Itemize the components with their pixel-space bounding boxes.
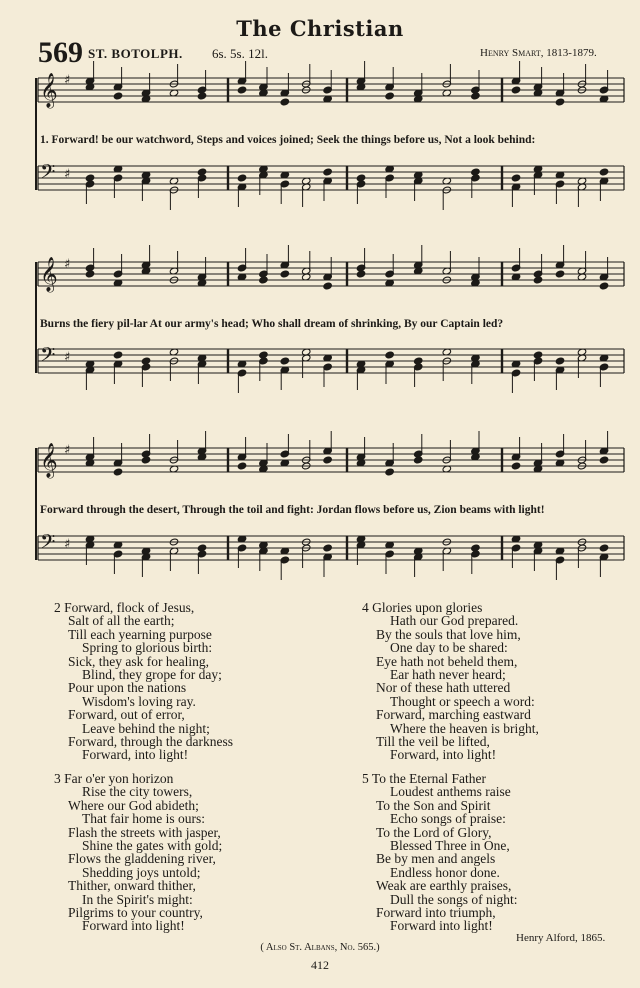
- stanza-line: To the Son and Spirit: [376, 797, 491, 813]
- stanza-line: 4 Glories upon glories: [362, 600, 483, 615]
- stanza-number: 2: [54, 600, 61, 615]
- note-head: [237, 462, 246, 470]
- note-head: [471, 92, 480, 100]
- treble-clef-icon: 𝄞: [40, 257, 58, 292]
- sharp-icon: ♯: [64, 443, 71, 458]
- note-head: [280, 357, 289, 365]
- note-head: [385, 468, 394, 476]
- stanza-3: [54, 772, 222, 933]
- stanza-line: Pilgrims to your country,: [68, 905, 203, 921]
- sharp-icon: ♯: [64, 167, 71, 182]
- stanza-line: Loudest anthems raise: [390, 784, 511, 800]
- hymn-meter: 6s. 5s. 12l.: [212, 46, 268, 61]
- note-head: [385, 351, 394, 359]
- note-head: [141, 456, 150, 464]
- stanza-line: That fair home is ours:: [82, 811, 205, 827]
- stanza-line: Shedding joys untold;: [82, 864, 201, 880]
- treble-clef-icon: 𝄞: [40, 73, 58, 108]
- stanza-line: Wisdom's loving ray.: [82, 693, 196, 709]
- stanza-line: Salt of all the earth;: [68, 613, 175, 629]
- note-head: [323, 168, 332, 176]
- stanza-line: One day to be shared:: [390, 640, 508, 656]
- sharp-icon: ♯: [64, 73, 71, 88]
- tune-name: ST. BOTOLPH.: [88, 46, 183, 61]
- stanza-number: 5: [362, 771, 369, 786]
- stanza-line: Till each yearning purpose: [68, 626, 212, 642]
- stanza-line: Weak are earthly praises,: [376, 878, 512, 894]
- note-head: [237, 86, 246, 94]
- stanza-line: Be by men and angels: [376, 851, 496, 867]
- stanza-line: By the souls that love him,: [376, 626, 521, 642]
- stanza-line: Forward, out of error,: [68, 707, 185, 723]
- stanza-line: Sick, they ask for healing,: [68, 653, 209, 669]
- stanza-line: 3 Far o'er yon horizon: [54, 771, 174, 786]
- stanza-line: 5 To the Eternal Father: [362, 771, 487, 786]
- stanza-line: Forward into triumph,: [376, 905, 496, 921]
- stanza-line: Forward, into light!: [82, 747, 189, 763]
- note-head: [511, 174, 520, 182]
- note-head: [113, 351, 122, 359]
- stanza-line: Leave behind the night;: [82, 720, 210, 736]
- stanza-line: Spring to glorious birth:: [82, 640, 213, 656]
- note-head: [113, 92, 122, 100]
- stanza-line: Blind, they grope for day;: [82, 667, 222, 683]
- stanza-line: Forward into light!: [82, 918, 185, 934]
- stanza-line: Where the heaven is bright,: [390, 720, 539, 736]
- lyric-line-2: Burns the fiery pil-lar At our army's head; Who shall dream of shrinking, By our Captain led?: [40, 318, 504, 330]
- stanza-line: Forward, through the darkness: [68, 734, 233, 750]
- note-head: [385, 92, 394, 100]
- note-head: [599, 544, 608, 552]
- stanza-line: Thought or speech a word:: [390, 693, 535, 709]
- stanza-line: Forward, marching eastward: [376, 707, 531, 723]
- note-head: [197, 92, 206, 100]
- lyric-author: Henry Alford, 1865.: [516, 932, 606, 944]
- note-head: [280, 270, 289, 278]
- note-head: [237, 174, 246, 182]
- stanza-line: Thither, onward thither,: [68, 878, 196, 894]
- stanza-line: Hath our God prepared.: [390, 613, 519, 629]
- stanza-line: Forward into light!: [390, 918, 493, 934]
- stanza-line: 2 Forward, flock of Jesus,: [54, 600, 195, 615]
- note-head: [599, 456, 608, 464]
- stanza-line: Till the veil be lifted,: [376, 734, 490, 750]
- note-head: [280, 98, 289, 106]
- stanza-line: Shine the gates with gold;: [82, 838, 223, 854]
- page-number: 412: [311, 958, 329, 972]
- note-head: [511, 86, 520, 94]
- note-head: [356, 270, 365, 278]
- stanza-number: 3: [54, 771, 61, 786]
- stanza-line: In the Spirit's might:: [82, 891, 193, 907]
- stanza-line: Eye hath not beheld them,: [376, 653, 518, 669]
- section-heading: The Christian: [236, 16, 404, 41]
- sharp-icon: ♯: [64, 537, 71, 552]
- alternate-tune-note: ( Also St. Albans, No. 565.): [260, 942, 380, 953]
- stanza-line: Flows the gladdening river,: [68, 851, 216, 867]
- note-head: [555, 357, 564, 365]
- stanza-line: Nor of these hath uttered: [376, 680, 511, 696]
- note-head: [113, 468, 122, 476]
- stanza-line: Forward, into light!: [390, 747, 497, 763]
- stanza-line: Dull the songs of night:: [390, 891, 518, 907]
- note-head: [511, 462, 520, 470]
- stanza-line: Where our God abideth;: [68, 797, 199, 813]
- stanza-5: [362, 772, 518, 933]
- bass-clef-icon: 𝄢: [40, 160, 56, 188]
- composer-credit: Henry Smart, 1813-1879.: [480, 47, 597, 59]
- stanza-line: Ear hath never heard;: [390, 667, 506, 683]
- bass-clef-icon: 𝄢: [40, 343, 56, 371]
- note-head: [323, 282, 332, 290]
- stanza-line: Blessed Three in One,: [390, 838, 510, 854]
- note-head: [323, 544, 332, 552]
- note-head: [413, 456, 422, 464]
- stanza-number: 4: [362, 600, 369, 615]
- note-head: [599, 168, 608, 176]
- note-head: [599, 282, 608, 290]
- stanza-line: Endless honor done.: [390, 864, 500, 880]
- lyric-line-3: Forward through the desert, Through the toil and fight: Jordan flows before us, Zion beams with light!: [40, 504, 545, 516]
- stanza-line: To the Lord of Glory,: [376, 824, 492, 840]
- stanza-line: Echo songs of praise:: [390, 811, 506, 827]
- stanza-4: [362, 601, 539, 762]
- note-head: [555, 98, 564, 106]
- sharp-icon: ♯: [64, 257, 71, 272]
- note-head: [533, 276, 542, 284]
- treble-clef-icon: 𝄞: [40, 443, 58, 478]
- note-head: [85, 270, 94, 278]
- stanza-line: Rise the city towers,: [82, 784, 193, 800]
- stanza-2: [54, 601, 233, 762]
- sharp-icon: ♯: [64, 350, 71, 365]
- note-head: [323, 456, 332, 464]
- bass-clef-icon: 𝄢: [40, 530, 56, 558]
- stanza-line: Flash the streets with jasper,: [68, 824, 221, 840]
- stanza-line: Pour upon the nations: [68, 680, 187, 696]
- note-head: [259, 276, 268, 284]
- note-head: [555, 270, 564, 278]
- lyric-line-1: 1. Forward! be our watchword, Steps and voices joined; Seek the things before us, Not a look behind:: [40, 134, 536, 146]
- hymn-number: 569: [38, 36, 83, 69]
